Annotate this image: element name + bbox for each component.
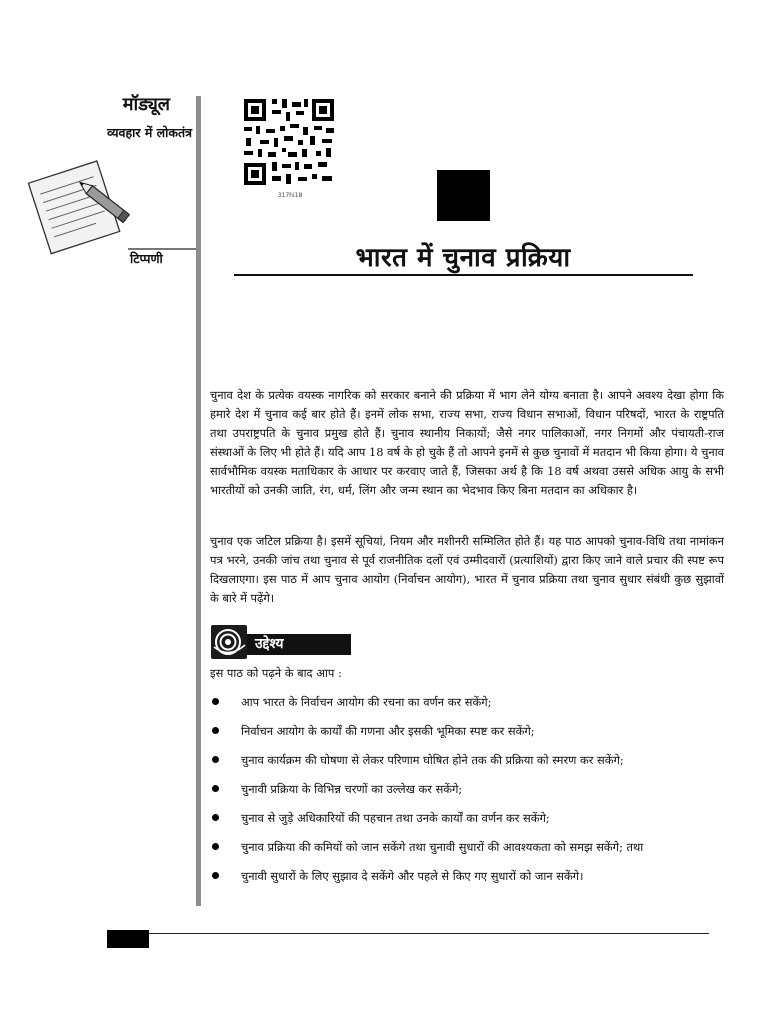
bullet-icon	[212, 727, 219, 734]
objective-text: निर्वाचन आयोग के कार्यों की गणना और इसकी भूमिका स्पष्ट कर सकेंगे;	[241, 724, 535, 738]
notes-label: टिप्पणी	[130, 251, 163, 266]
objective-item	[210, 837, 730, 866]
objective-text: चुनाव कार्यक्रम की घोषणा से लेकर परिणाम घोषित होने तक की प्रक्रिया को स्मरण कर सकेंगे;	[241, 753, 624, 767]
objective-text: चुनाव प्रक्रिया की कमियों को जान सकेंगे तथा चुनावी सुधारों की आवश्यकता को समझ सकेंगे; तथा	[241, 840, 644, 854]
notebook-pencil-icon	[20, 152, 138, 260]
objective-text: चुनावी सुधारों के लिए सुझाव दे सकेंगे और पहले से किए गए सुधारों को जान सकेंगे।	[241, 869, 584, 883]
objective-item	[210, 866, 730, 895]
module-label: मॉड्यूल	[122, 94, 170, 115]
objectives-heading	[211, 625, 351, 659]
objective-item	[210, 779, 730, 808]
title-underline	[234, 274, 693, 276]
objective-item	[210, 808, 730, 837]
page-number-block	[107, 930, 149, 948]
spiral-target-icon	[211, 625, 247, 659]
bullet-icon	[212, 843, 219, 850]
intro-paragraph-2: चुनाव एक जटिल प्रक्रिया है। इसमें सूचियां, नियम और मशीनरी सम्मिलित होते हैं। यह पाठ आपको चुनाव-विधि तथा नामांकन पत्र भरने, उनकी जांच तथा चुनाव से पूर्व राजनीतिक दलों एवं उम्मीदवारों (प्रत्याशियों) द्वारा किए जाने वाले प्रचार की स्पष्ट रूप दिखलाएगा। इस पाठ में आप चुनाव आयोग (निर्वाचन आयोग), भारत में चुनाव प्रक्रिया तथा चुनाव सुधार संबंधी कुछ सुझावों के बारे में पढ़ेंगे।	[210, 534, 724, 605]
objective-text: चुनाव से जुड़े अधिकारियों की पहचान तथा उनके कार्यों का वर्णन कर सकेंगे;	[241, 811, 550, 825]
bullet-icon	[212, 872, 219, 879]
margin-vertical-bar	[196, 96, 201, 906]
objective-item	[210, 692, 730, 721]
chapter-title: भारत में चुनाव प्रक्रिया	[355, 243, 571, 273]
bullet-icon	[212, 785, 219, 792]
objective-item	[210, 750, 730, 779]
objectives-intro: इस पाठ को पढ़ने के बाद आप :	[210, 666, 342, 680]
bullet-icon	[212, 698, 219, 705]
objective-text: चुनावी प्रक्रिया के विभिन्न चरणों का उल्लेख कर सकेंगे;	[241, 782, 463, 796]
footer-rule	[107, 933, 709, 934]
objectives-heading-label: उद्देश्य	[255, 636, 284, 652]
bullet-icon	[212, 756, 219, 763]
lesson-number-block	[437, 170, 490, 221]
bullet-icon	[212, 814, 219, 821]
intro-paragraph-1: चुनाव देश के प्रत्येक वयस्क नागरिक को सरकार बनाने की प्रक्रिया में भाग लेने योग्य बनाता है। आपने अवश्य देखा होगा कि हमारे देश में चुनाव कई बार होते हैं। इनमें लोक सभा, राज्य सभा, राज्य विधान सभाओं, विधान परिषदों, भारत के राष्ट्रपति तथा उपराष्ट्रपति के चुनाव प्रमुख होते हैं। चुनाव स्थानीय निकायों; जैसे नगर पालिकाओं, नगर निगमों और पंचायती-राज संस्थाओं के लिए भी होते हैं। यदि आप 18 वर्ष के हो चुके हैं तो आपने इनमें से कुछ चुनावों में मतदान भी किया होगा। ये चुनाव सार्वभौमिक वयस्क मताधिकार के आधार पर करवाए जाते हैं, जिसका अर्थ है कि 18 वर्ष अथवा उससे अधिक आयु के सभी भारतीयों को उनकी जाति, रंग, धर्म, लिंग और जन्म स्थान का भेदभाव किए बिना मतदान का अधिकार है।	[210, 388, 724, 497]
objective-text: आप भारत के निर्वाचन आयोग की रचना का वर्णन कर सकेंगे;	[241, 695, 492, 709]
objectives-list	[210, 692, 730, 895]
qr-caption: 317hi18	[277, 192, 303, 199]
qr-code-icon	[240, 96, 338, 188]
module-subtitle: व्यवहार में लोकतंत्र	[107, 125, 192, 140]
objective-item	[210, 721, 730, 750]
